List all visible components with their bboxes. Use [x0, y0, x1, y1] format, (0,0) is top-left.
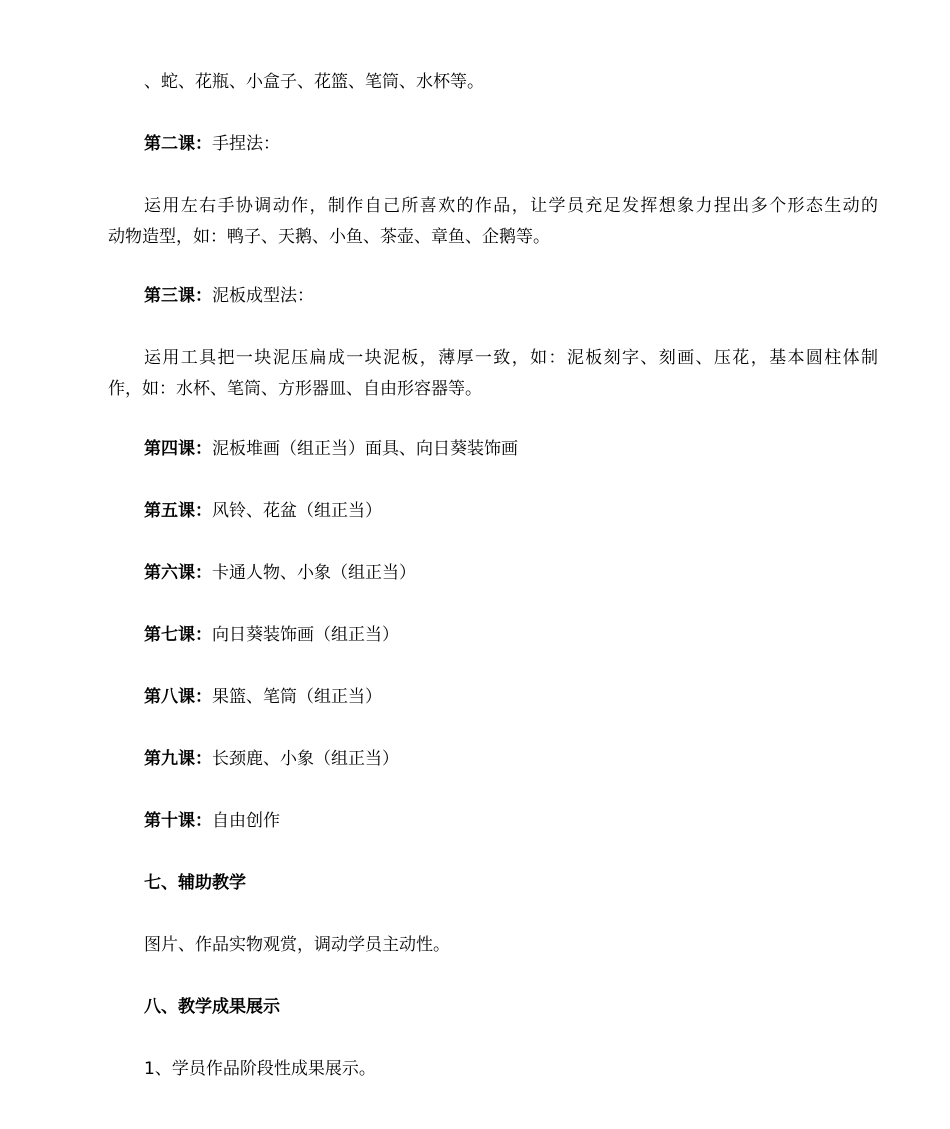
- lesson-9: [144, 749, 399, 769]
- lesson-3-title: 第三课：: [144, 286, 212, 306]
- lesson-5: [144, 501, 382, 521]
- lesson-3: [144, 286, 314, 306]
- lesson-4-text: 泥板堆画（组正当）面具、向日葵装饰画: [212, 439, 518, 459]
- section-8-item-1: 1、学员作品阶段性成果展示。: [144, 1059, 376, 1079]
- paragraph-line: 运用工具把一块泥压扁成一块泥板，薄厚一致，如：泥板刻字、刻画、压花，基本圆柱体制: [144, 348, 878, 368]
- section-8-heading: 八、教学成果展示: [144, 997, 280, 1017]
- section-7-text: 图片、作品实物观赏，调动学员主动性。: [144, 935, 450, 955]
- lesson-9-title: 第九课：: [144, 749, 212, 769]
- lesson-7-text: 向日葵装饰画（组正当）: [212, 625, 399, 645]
- lesson-6: [144, 563, 416, 583]
- lesson-2-text: 手捏法：: [212, 134, 280, 154]
- lesson-8: [144, 687, 382, 707]
- paragraph-line: 运用左右手协调动作，制作自己所喜欢的作品，让学员充足发挥想象力捏出多个形态生动的: [144, 196, 878, 216]
- lesson-2: [144, 134, 280, 154]
- lesson-6-text: 卡通人物、小象（组正当）: [212, 563, 416, 583]
- lesson-6-title: 第六课：: [144, 563, 212, 583]
- section-7-heading: 七、辅助教学: [144, 873, 246, 893]
- lesson-7-title: 第七课：: [144, 625, 212, 645]
- lesson-8-title: 第八课：: [144, 687, 212, 707]
- lesson-10-text: 自由创作: [212, 811, 280, 831]
- paragraph-line: 作，如：水杯、笔筒、方形器皿、自由形容器等。: [108, 379, 482, 399]
- paragraph-line: 动物造型，如：鸭子、天鹅、小鱼、茶壶、章鱼、企鹅等。: [108, 227, 550, 247]
- lesson-3-text: 泥板成型法：: [212, 286, 314, 306]
- lesson-5-title: 第五课：: [144, 501, 212, 521]
- lesson-8-text: 果篮、笔筒（组正当）: [212, 687, 382, 707]
- lesson-5-text: 风铃、花盆（组正当）: [212, 501, 382, 521]
- lesson-4-title: 第四课：: [144, 439, 212, 459]
- text-line: 、蛇、花瓶、小盒子、花篮、笔筒、水杯等。: [144, 72, 484, 92]
- lesson-10: [144, 811, 280, 831]
- lesson-2-title: 第二课：: [144, 134, 212, 154]
- lesson-7: [144, 625, 399, 645]
- lesson-4: [144, 439, 518, 459]
- lesson-10-title: 第十课：: [144, 811, 212, 831]
- lesson-9-text: 长颈鹿、小象（组正当）: [212, 749, 399, 769]
